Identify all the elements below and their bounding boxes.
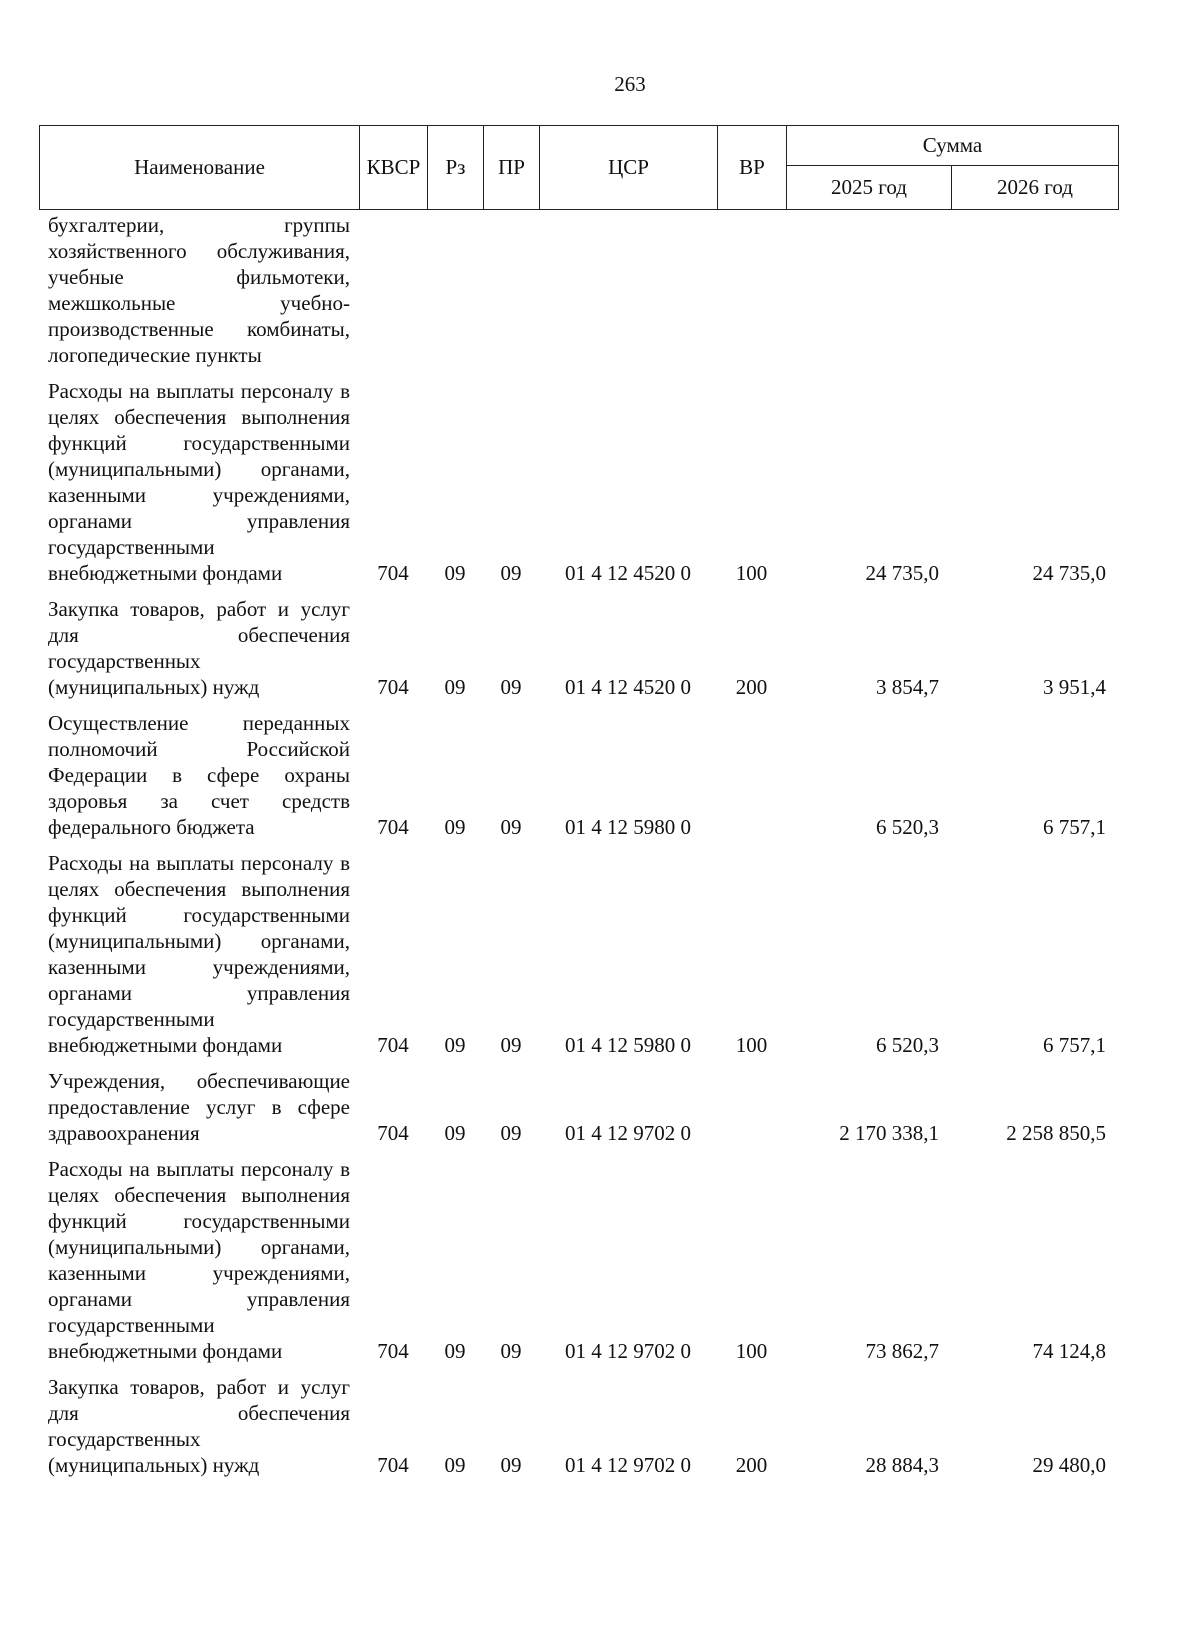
row-rz: 09 [444, 1453, 466, 1477]
table-row [39, 710, 1118, 850]
row-rz: 09 [444, 815, 466, 839]
table-row [39, 1156, 1118, 1374]
row-pr: 09 [500, 561, 522, 585]
row-vr: 200 [735, 675, 768, 699]
row-rz: 09 [444, 1033, 466, 1057]
table-row [39, 850, 1118, 1068]
row-rz: 09 [444, 675, 466, 699]
header-csr: ЦСР [540, 126, 718, 210]
row-amount-2026 [951, 212, 1118, 378]
row-kvsr: 704 [377, 1453, 409, 1477]
row-pr: 09 [500, 815, 522, 839]
row-name: Расходы на выплаты персоналу в целях обеспечения выполнения функций государственными (муниципальными) органами, казенными учреждениями, органами управления государственными внебюджетными фондами [48, 851, 350, 1057]
row-vr [717, 1068, 786, 1156]
table-row [39, 378, 1118, 596]
row-amount-2025: 6 520,3 [876, 815, 939, 839]
row-pr: 09 [500, 1453, 522, 1477]
header-rz: Рз [428, 126, 484, 210]
row-rz [427, 212, 483, 378]
row-name: Расходы на выплаты персоналу в целях обеспечения выполнения функций государственными (муниципальными) органами, казенными учреждениями, органами управления государственными внебюджетными фондами [48, 379, 350, 585]
row-name: бухгалтерии, группы хозяйственного обслуживания, учебные фильмотеки, межшкольные учебно-производственные комбинаты, логопедические пункты [48, 213, 350, 367]
header-year-2025: 2025 год [787, 166, 952, 210]
row-csr: 01 4 12 5980 0 [565, 1033, 691, 1057]
row-amount-2026: 6 757,1 [1043, 1033, 1106, 1057]
row-vr: 200 [735, 1453, 768, 1477]
row-rz: 09 [444, 1339, 466, 1363]
row-amount-2025: 2 170 338,1 [839, 1121, 939, 1145]
table-row [39, 1374, 1118, 1488]
row-pr: 09 [500, 1339, 522, 1363]
header-name: Наименование [40, 126, 360, 210]
table-body [39, 212, 1118, 1488]
row-amount-2025: 24 735,0 [865, 561, 939, 585]
table-row [39, 596, 1118, 710]
row-csr: 01 4 12 4520 0 [565, 675, 691, 699]
row-kvsr [359, 212, 427, 378]
row-vr [717, 710, 786, 850]
row-csr: 01 4 12 9702 0 [565, 1453, 691, 1477]
row-rz: 09 [444, 561, 466, 585]
row-amount-2025: 3 854,7 [876, 675, 939, 699]
row-kvsr: 704 [377, 561, 409, 585]
row-amount-2026: 6 757,1 [1043, 815, 1106, 839]
row-csr: 01 4 12 9702 0 [565, 1121, 691, 1145]
page-number: 263 [614, 72, 646, 96]
row-vr: 100 [735, 1339, 768, 1363]
row-amount-2026: 24 735,0 [1032, 561, 1106, 585]
row-amount-2025: 73 862,7 [865, 1339, 939, 1363]
row-kvsr: 704 [377, 675, 409, 699]
row-kvsr: 704 [377, 1033, 409, 1057]
row-csr: 01 4 12 5980 0 [565, 815, 691, 839]
row-vr [717, 212, 786, 378]
row-amount-2026: 74 124,8 [1032, 1339, 1106, 1363]
header-kvsr: КВСР [360, 126, 428, 210]
row-csr: 01 4 12 9702 0 [565, 1339, 691, 1363]
row-name: Учреждения, обеспечивающие предоставление услуг в сфере здравоохранения [48, 1069, 350, 1145]
row-name: Закупка товаров, работ и услуг для обеспечения государственных (муниципальных) нужд [48, 597, 350, 699]
row-csr [539, 212, 717, 378]
row-amount-2026: 29 480,0 [1032, 1453, 1106, 1477]
table-header [39, 125, 1119, 210]
row-vr: 100 [735, 561, 768, 585]
row-name: Расходы на выплаты персоналу в целях обеспечения выполнения функций государственными (муниципальными) органами, казенными учреждениями, органами управления государственными внебюджетными фондами [48, 1157, 350, 1363]
row-kvsr: 704 [377, 815, 409, 839]
row-name: Осуществление переданных полномочий Российской Федерации в сфере охраны здоровья за счет средств федерального бюджета [48, 711, 350, 839]
row-amount-2025: 6 520,3 [876, 1033, 939, 1057]
row-pr: 09 [500, 1121, 522, 1145]
header-vr: ВР [718, 126, 787, 210]
table-row [39, 212, 1118, 378]
table-row [39, 1068, 1118, 1156]
row-amount-2026: 3 951,4 [1043, 675, 1106, 699]
row-rz: 09 [444, 1121, 466, 1145]
row-vr: 100 [735, 1033, 768, 1057]
row-kvsr: 704 [377, 1121, 409, 1145]
header-year-2026: 2026 год [952, 166, 1119, 210]
header-sum: Сумма [787, 126, 1119, 166]
row-amount-2026: 2 258 850,5 [1006, 1121, 1106, 1145]
row-name: Закупка товаров, работ и услуг для обеспечения государственных (муниципальных) нужд [48, 1375, 350, 1477]
row-pr: 09 [500, 1033, 522, 1057]
row-csr: 01 4 12 4520 0 [565, 561, 691, 585]
row-amount-2025 [786, 212, 951, 378]
row-pr [483, 212, 539, 378]
header-pr: ПР [484, 126, 540, 210]
row-kvsr: 704 [377, 1339, 409, 1363]
row-pr: 09 [500, 675, 522, 699]
row-amount-2025: 28 884,3 [865, 1453, 939, 1477]
